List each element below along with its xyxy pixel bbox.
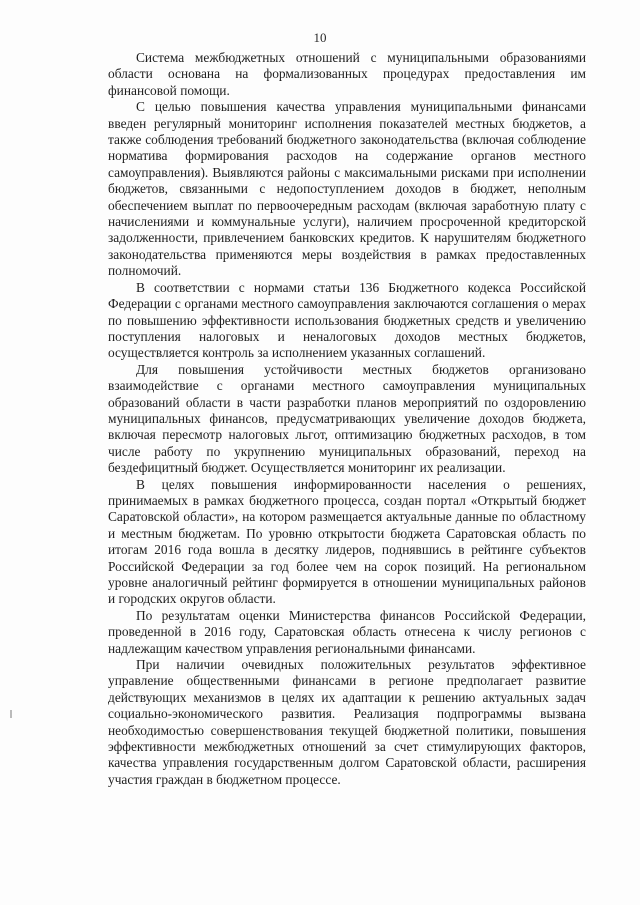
paragraph-monitoring: С целью повышения качества управления муниципальными финансами введен регулярный мониторинг исполнения показателей местных бюджетов, а также соблюдения требований бюджетного законодательства (включая соблюдение норматива формирования расходов на содержание органов местного самоуправления). Выявляются районы с максимальными рисками при исполнении бюджетов, связанными с недопоступлением доходов в бюджет, неполным обеспечением выплат по первоочередным расходам (включая заработную плату с начислениями и коммунальные услуги), наличием просроченной кредиторской задолженности, привлечением банковских кредитов. К нарушителям бюджетного законодательства применяются меры воздействия в рамках предоставленных полномочий. xyxy=(108,99,586,279)
scan-margin-mark xyxy=(10,710,12,718)
paragraph-subprogram-rationale: При наличии очевидных положительных результатов эффективное управление общественными финансами в регионе предполагает развитие действующих механизмов в целях их адаптации к решению актуальных задач социально-экономического развития. Реализация подпрограммы вызвана необходимостью совершенствования текущей бюджетной политики, повышения эффективности межбюджетных отношений за счет стимулирующих факторов, качества управления государственным долгом Саратовской области, расширения участия граждан в бюджетном процессе. xyxy=(108,657,586,787)
paragraph-open-budget-portal: В целях повышения информированности населения о решениях, принимаемых в рамках бюджетного процесса, создан портал «Открытый бюджет Саратовской области», на котором размещается актуальные данные по областному и местным бюджетам. По уровню открытости бюджета Саратовская область по итогам 2016 года вошла в десятку лидеров, поднявшись в рейтинге субъектов Российской Федерации за год более чем на сорок позиций. На региональном уровне аналогичный рейтинг формируется в отношении муниципальных районов и городских округов области. xyxy=(108,476,586,607)
paragraph-agreements: В соответствии с нормами статьи 136 Бюджетного кодекса Российской Федерации с органами местного самоуправления заключаются соглашения о мерах по повышению эффективности использования бюджетных средств и увеличению поступления налоговых и неналоговых доходов местных бюджетов, осуществляется контроль за исполнением указанных соглашений. xyxy=(108,279,586,361)
paragraph-sustainability: Для повышения устойчивости местных бюджетов организовано взаимодействие с органами местного самоуправления муниципальных образований области в части разработки планов мероприятий по оздоровлению муниципальных финансов, предусматривающих увеличение доходов бюджета, включая пересмотр налоговых льгот, оптимизацию бюджетных расходов, в том числе работу по укрупнению муниципальных образований, переход на бездефицитный бюджет. Осуществляется мониторинг их реализации. xyxy=(108,361,586,476)
page-number: 10 xyxy=(313,30,327,45)
paragraph-ministry-assessment: По результатам оценки Министерства финансов Российской Федерации, проведенной в 2016 году, Саратовская область отнесена к числу регионов с надлежащим качеством управления региональными финансами. xyxy=(108,607,586,656)
paragraph-interbudget-system: Система межбюджетных отношений с муниципальными образованиями области основана на формализованных процедурах предоставления им финансовой помощи. xyxy=(108,50,586,98)
document-body xyxy=(108,50,586,788)
